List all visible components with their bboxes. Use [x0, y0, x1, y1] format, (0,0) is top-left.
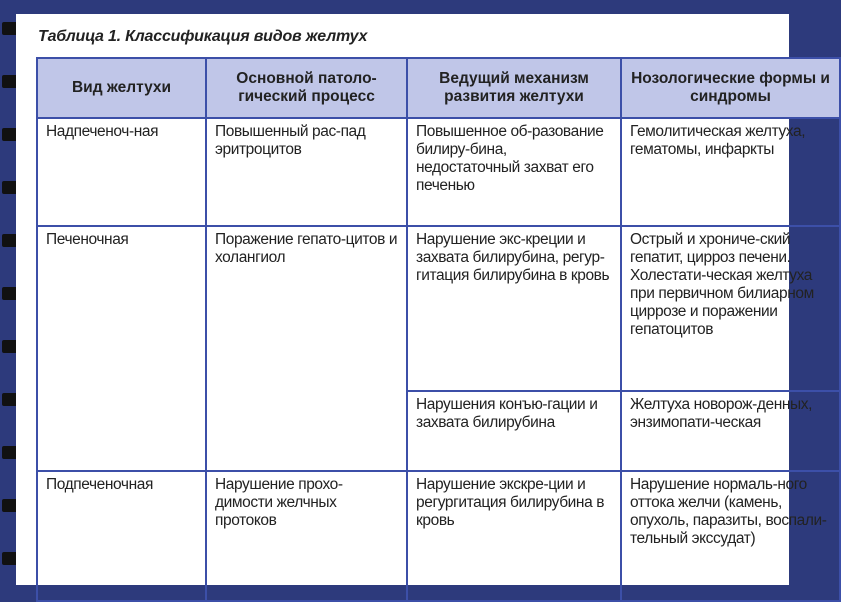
table-row	[37, 226, 840, 391]
cell-process: Повышенный рас-пад эритроцитов	[206, 118, 407, 226]
header-forms: Нозологические формы и синдромы	[621, 58, 840, 118]
cell-mechanism: Повышенное об-разование билиру-бина, недостаточный захват его печенью	[407, 118, 621, 226]
table-row	[37, 118, 840, 226]
header-process: Основной патоло-гический процесс	[206, 58, 407, 118]
table-title: Таблица 1. Классификация видов желтух	[38, 28, 368, 45]
cell-forms: Желтуха новорож-денных, энзимопати-ческая	[621, 391, 840, 471]
cell-mechanism: Нарушения конъю-гации и захвата билирубина	[407, 391, 621, 471]
document-page	[16, 14, 830, 585]
jaundice-classification-table	[36, 57, 841, 602]
cell-type: Подпеченочная	[37, 471, 206, 601]
cell-process: Поражение гепато-цитов и холангиол	[206, 226, 407, 471]
cell-forms: Гемолитическая желтуха, гематомы, инфаркты	[621, 118, 840, 226]
header-mechanism: Ведущий механизм развития желтухи	[407, 58, 621, 118]
cell-forms: Острый и хрониче-ский гепатит, цирроз печени. Холестати-ческая желтуха при первичном билиарном циррозе и поражении гепатоцитов	[621, 226, 840, 391]
cell-mechanism: Нарушение экскре-ции и регургитация билирубина в кровь	[407, 471, 621, 601]
table-header-row	[37, 58, 840, 118]
header-type: Вид желтухи	[37, 58, 206, 118]
cell-type: Печеночная	[37, 226, 206, 471]
cell-mechanism: Нарушение экс-креции и захвата билирубина, регур-гитация билирубина в кровь	[407, 226, 621, 391]
cell-forms: Нарушение нормаль-ного оттока желчи (камень, опухоль, паразиты, воспали-тельный экссудат)	[621, 471, 840, 601]
cell-process: Нарушение прохо-димости желчных протоков	[206, 471, 407, 601]
cell-type: Надпеченоч-ная	[37, 118, 206, 226]
table-row	[37, 471, 840, 601]
